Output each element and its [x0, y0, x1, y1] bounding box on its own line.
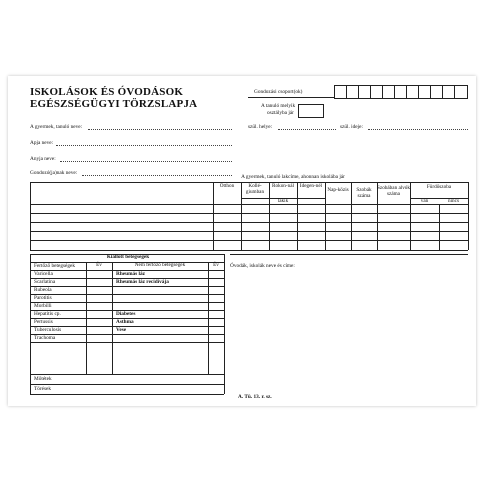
father-name-field[interactable] [56, 145, 232, 146]
form-title-line2: EGÉSZSÉGÜGYI TÖRZSLAPJA [30, 98, 198, 110]
col-year2: Év [213, 262, 219, 268]
noninfectious-item: Rheumás láz recidívája [116, 279, 169, 285]
form-title-line1: ISKOLÁSOK ÉS ÓVODÁSOK [30, 86, 184, 98]
infectious-item: Morbilli [34, 303, 52, 309]
col-year: Év [96, 262, 102, 268]
child-name-label: A gyermek, tanuló neve: [30, 124, 83, 130]
class-label-line2: osztályba jár [267, 110, 294, 116]
noninfectious-item: Asthma [116, 319, 134, 325]
noninfectious-item: Diabetes [116, 311, 136, 317]
col-rooms: Szobák száma [356, 187, 372, 199]
fractures-label: Törések [34, 386, 52, 392]
birth-date-field[interactable] [368, 129, 468, 130]
col-home: Otthon [219, 183, 235, 189]
infectious-item: Scarlatina [34, 279, 56, 285]
infectious-item: Trachoma [34, 335, 56, 341]
noninfectious-item: Vese [116, 327, 127, 333]
col-relatives: Rokon-nál [272, 183, 294, 189]
health-record-form [8, 76, 476, 406]
bath-yes: van [420, 198, 429, 204]
col-noninfectious: Nem fertőző betegségek [134, 262, 186, 268]
col-sleepers: Szobában alvók száma [377, 185, 410, 197]
infectious-item: Tuberculosis [34, 327, 62, 333]
col-daycare: Nap-közis [327, 187, 349, 193]
class-label-line1: A tanuló melyik [261, 103, 296, 109]
col-bathroom: Fürdőszoba [426, 184, 452, 190]
care-group-box-11[interactable] [454, 85, 468, 99]
class-box[interactable] [298, 104, 324, 118]
school-label: Óvodák, iskolák neve és címe: [230, 263, 295, 269]
infectious-item: Rubeola [34, 287, 52, 293]
diseases-caption: Kiállott betegségek [106, 254, 150, 260]
infectious-item: Pertussis [34, 319, 53, 325]
mother-name-label: Anyja neve: [30, 156, 56, 162]
infectious-item: Hepatitis cp. [34, 311, 61, 317]
infectious-item: Parotitis [34, 295, 52, 301]
col-dorm: Kollé-giumban [245, 183, 265, 195]
col-infectious: Fertőző betegségek [34, 263, 76, 269]
infectious-item: Varicella [34, 271, 53, 277]
noninfectious-item: Rheumás láz [116, 271, 145, 277]
bath-no: nincs [448, 198, 459, 204]
guardian-name-label: Gondozó(ja)nak neve: [30, 170, 78, 176]
birth-date-label: szül. ideje: [340, 124, 363, 130]
birth-place-label: szül. helye: [248, 124, 273, 130]
lives-label: lakik [277, 198, 289, 204]
care-group-label: Gondozási csoport(ok) [254, 89, 303, 95]
mother-name-field[interactable] [60, 161, 232, 162]
birth-place-field[interactable] [278, 129, 336, 130]
father-name-label: Apja neve: [30, 140, 54, 146]
col-stranger: Idegen-nél [299, 183, 323, 189]
form-code: A. Tü. 13. r. sz. [238, 394, 272, 400]
tests-label: Mőtétek [34, 376, 52, 382]
housing-caption: A gyermek, tanuló lakcíme, ahonnan iskolába jár [241, 174, 345, 180]
child-name-field[interactable] [88, 129, 232, 130]
